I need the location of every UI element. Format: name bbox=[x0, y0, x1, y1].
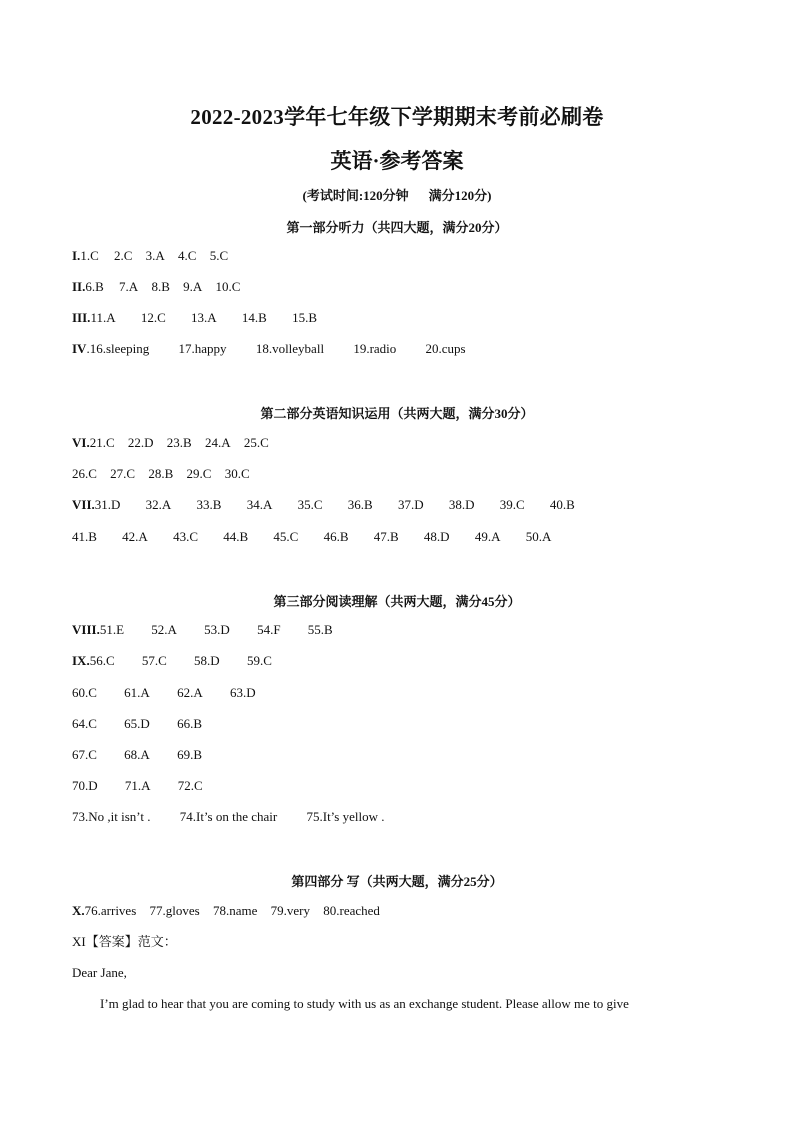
answer-item: 58.D bbox=[194, 653, 220, 668]
answer-item: 46.B bbox=[323, 529, 349, 544]
answer-item: 8.B bbox=[151, 279, 170, 294]
row-numeral: I. bbox=[72, 248, 81, 263]
answer-item: 64.C bbox=[72, 716, 97, 731]
answer-item: 54.F bbox=[257, 622, 281, 637]
answer-item: 52.A bbox=[151, 622, 177, 637]
answer-row bbox=[72, 278, 240, 296]
page-subtitle: 英语·参考答案 bbox=[330, 149, 464, 173]
answer-item: 38.D bbox=[448, 497, 475, 512]
answer-item: 43.C bbox=[173, 529, 198, 544]
answer-item: 77.gloves bbox=[149, 903, 200, 918]
answer-item: 31.D bbox=[94, 497, 121, 512]
answer-item: 69.B bbox=[177, 747, 202, 762]
answer-item: 72.C bbox=[177, 778, 203, 793]
row-numeral: VII. bbox=[72, 497, 95, 512]
answer-item: 9.A bbox=[183, 279, 203, 294]
answer-item: 78.name bbox=[212, 903, 258, 918]
section-heading-knowledge: 第二部分英语知识运用（共两大题，满分30分） bbox=[260, 406, 534, 421]
answer-item: 21.C bbox=[89, 435, 115, 450]
section-heading-writing: 第四部分 写（共两大题，满分25分） bbox=[291, 874, 503, 889]
row-numeral: II. bbox=[72, 279, 86, 294]
exam-info bbox=[0, 185, 794, 204]
answer-item: 4.C bbox=[178, 248, 197, 263]
answer-item: 19.radio bbox=[353, 341, 397, 356]
answer-row bbox=[72, 684, 256, 702]
answer-item: 42.A bbox=[122, 529, 148, 544]
answer-item: 5.C bbox=[209, 248, 229, 263]
answer-item: 47.B bbox=[373, 529, 399, 544]
answer-item: 27.C bbox=[110, 466, 136, 481]
answer-item: 14.B bbox=[241, 310, 267, 325]
answer-row bbox=[72, 715, 202, 733]
answer-item: 45.C bbox=[273, 529, 299, 544]
answer-item: 44.B bbox=[223, 529, 249, 544]
answer-item: 1.C bbox=[80, 248, 99, 263]
answer-row bbox=[72, 434, 269, 452]
answer-item: 57.C bbox=[141, 653, 167, 668]
answer-row bbox=[72, 465, 250, 483]
answer-item: 41.B bbox=[72, 529, 97, 544]
section-heading-reading: 第三部分阅读理解（共两大题，满分45分） bbox=[273, 594, 521, 609]
answer-item: 28.B bbox=[148, 466, 174, 481]
answer-item: 25.C bbox=[243, 435, 269, 450]
exam-score: 满分120分) bbox=[428, 188, 492, 203]
answer-item: 39.C bbox=[499, 497, 525, 512]
row-numeral: III. bbox=[72, 310, 91, 325]
answer-item: 62.A bbox=[177, 685, 203, 700]
row-numeral: VI. bbox=[72, 435, 90, 450]
answer-item: .16.sleeping bbox=[86, 341, 150, 356]
answer-row bbox=[72, 808, 384, 826]
answer-row bbox=[72, 528, 551, 546]
answer-item: 11.A bbox=[90, 310, 116, 325]
answer-item: 60.C bbox=[72, 685, 97, 700]
answer-row bbox=[72, 340, 466, 358]
xi-label: XI【答案】范文： bbox=[72, 934, 177, 949]
answer-item: 75.It’s yellow . bbox=[306, 809, 385, 824]
answer-item: 18.volleyball bbox=[255, 341, 325, 356]
answer-item: 33.B bbox=[196, 497, 222, 512]
answer-item: 40.B bbox=[549, 497, 575, 512]
answer-item: 24.A bbox=[204, 435, 231, 450]
answer-item: 51.E bbox=[99, 622, 125, 637]
answer-item: 65.D bbox=[124, 716, 150, 731]
answer-item: 67.C bbox=[72, 747, 97, 762]
answer-item: 12.C bbox=[140, 310, 166, 325]
page-title: 2022-2023学年七年级下学期期末考前必刷卷 bbox=[190, 105, 604, 129]
answer-item: 71.A bbox=[124, 778, 151, 793]
answer-item: 32.A bbox=[145, 497, 172, 512]
row-numeral: X. bbox=[72, 903, 85, 918]
answer-item: 35.C bbox=[297, 497, 323, 512]
row-numeral: VIII. bbox=[72, 622, 100, 637]
answer-item: 37.D bbox=[397, 497, 424, 512]
answer-row bbox=[72, 309, 317, 327]
answer-row bbox=[72, 746, 202, 764]
answer-item: 56.C bbox=[89, 653, 115, 668]
answer-item: 15.B bbox=[292, 310, 317, 325]
letter-body: I’m glad to hear that you are coming to study with us as an exchange student. Please allow me to give bbox=[100, 996, 629, 1011]
answer-item: 50.A bbox=[525, 529, 552, 544]
answer-item: 17.happy bbox=[178, 341, 227, 356]
answer-item: 30.C bbox=[224, 466, 250, 481]
answer-item: 13.A bbox=[191, 310, 217, 325]
row-numeral: IV bbox=[72, 341, 87, 356]
answer-item: 36.B bbox=[347, 497, 373, 512]
answer-item: 2.C bbox=[113, 248, 133, 263]
answer-item: 53.D bbox=[204, 622, 230, 637]
answer-item: 22.D bbox=[127, 435, 154, 450]
answer-item: 76.arrives bbox=[84, 903, 137, 918]
answer-row bbox=[72, 902, 380, 920]
answer-item: 68.A bbox=[124, 747, 150, 762]
answer-item: 49.A bbox=[474, 529, 501, 544]
answer-item: 66.B bbox=[177, 716, 202, 731]
answer-row bbox=[72, 496, 575, 514]
answer-item: 63.D bbox=[229, 685, 256, 700]
answer-item: 20.cups bbox=[425, 341, 466, 356]
answer-item: 26.C bbox=[72, 466, 97, 481]
row-numeral: IX. bbox=[72, 653, 90, 668]
answer-row bbox=[72, 652, 272, 670]
answer-item: 73.No ,it isn’t . bbox=[72, 809, 151, 824]
answer-row bbox=[72, 621, 333, 639]
answer-item: 70.D bbox=[72, 778, 98, 793]
answer-row bbox=[72, 777, 203, 795]
answer-item: 48.D bbox=[423, 529, 450, 544]
exam-time: (考试时间:120分钟 bbox=[302, 188, 409, 203]
answer-item: 79.very bbox=[270, 903, 310, 918]
answer-row bbox=[72, 247, 228, 265]
answer-item: 80.reached bbox=[323, 903, 380, 918]
answer-item: 55.B bbox=[307, 622, 333, 637]
answer-item: 3.A bbox=[145, 248, 165, 263]
answer-item: 61.A bbox=[124, 685, 150, 700]
answer-item: 74.It’s on the chair bbox=[179, 809, 278, 824]
section-heading-listening: 第一部分听力（共四大题，满分20分） bbox=[286, 220, 508, 235]
answer-item: 59.C bbox=[246, 653, 272, 668]
answer-item: 23.B bbox=[166, 435, 192, 450]
answer-item: 10.C bbox=[215, 279, 241, 294]
answer-item: 6.B bbox=[85, 279, 104, 294]
answer-item: 34.A bbox=[246, 497, 273, 512]
letter-greeting: Dear Jane, bbox=[72, 965, 127, 980]
answer-item: 7.A bbox=[119, 279, 139, 294]
answer-item: 29.C bbox=[186, 466, 212, 481]
